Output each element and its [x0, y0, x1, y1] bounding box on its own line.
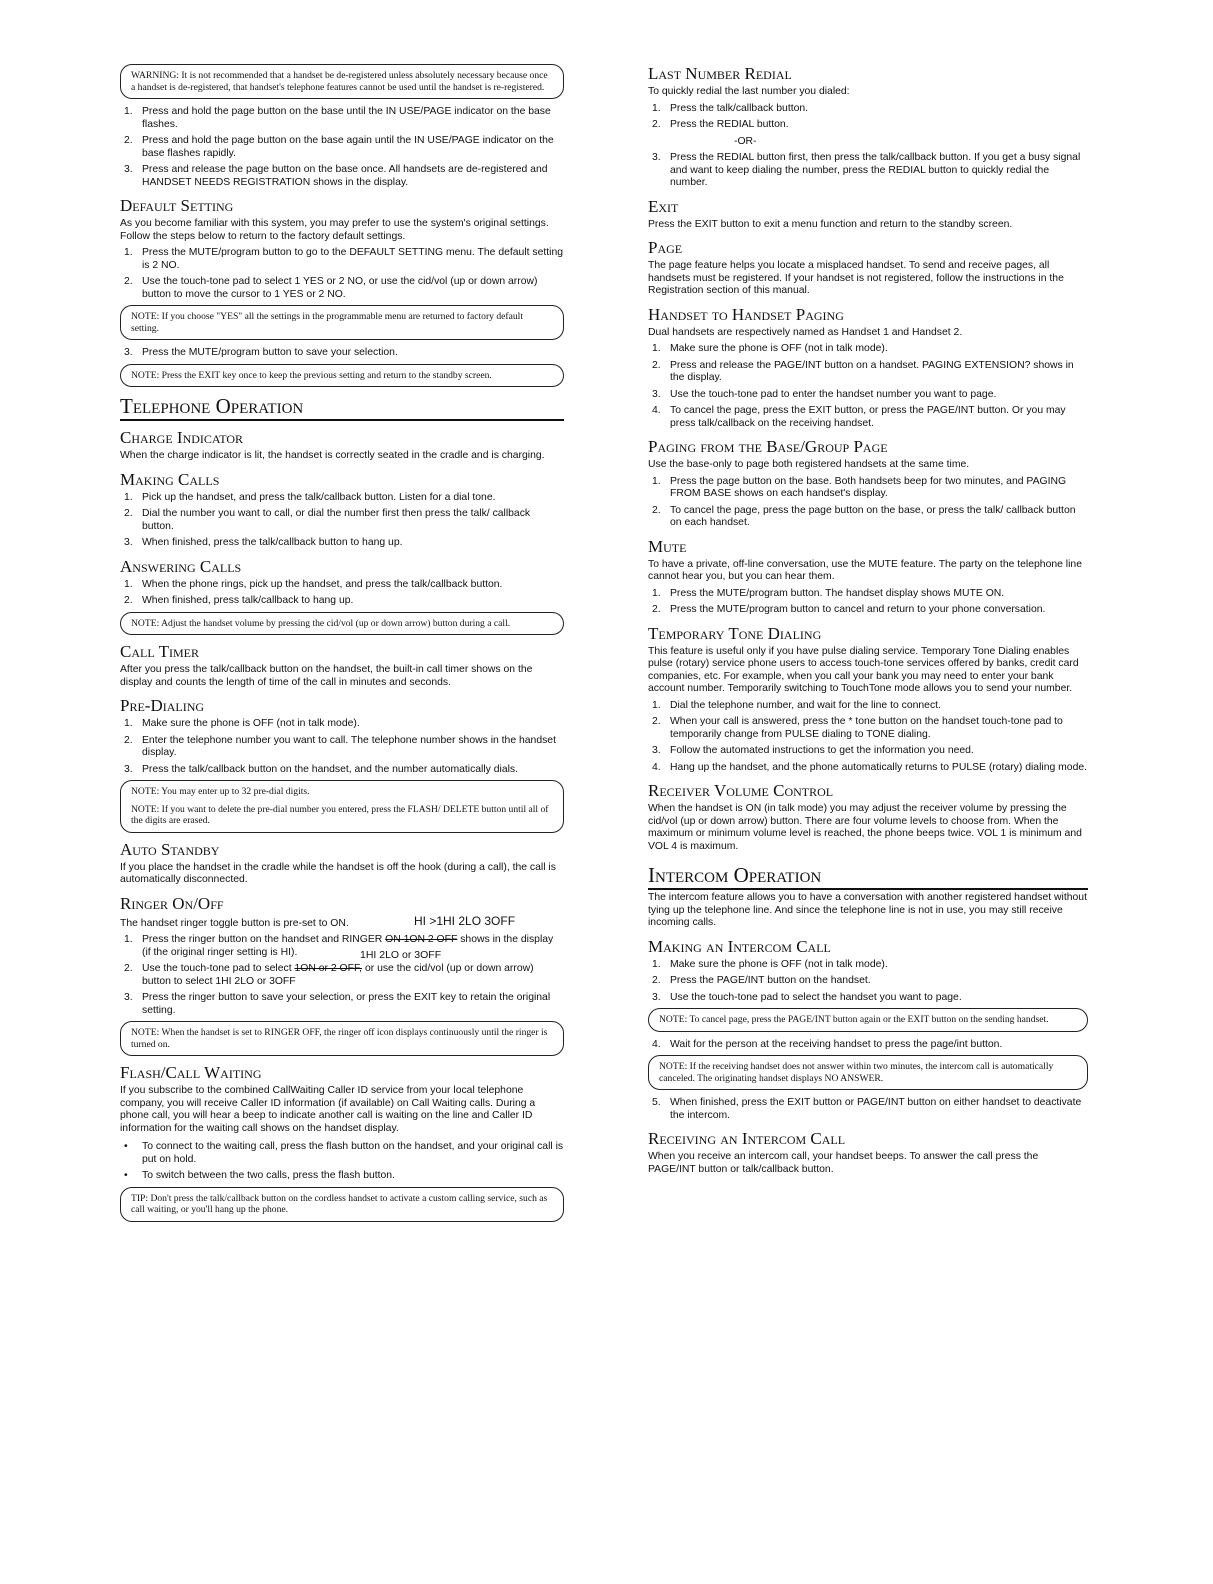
list-item: 3. Press the REDIAL button first, then press the talk/callback button. If you get a busy signal and want to keep dialing the number, press the REDIAL button to quickly redial the number. [652, 152, 1081, 188]
making-calls-title: Making Calls [120, 469, 220, 489]
charge-indicator-text: When the charge indicator is lit, the handset is correctly seated in the cradle and is charging. [120, 450, 545, 461]
list-item: 1. Press the MUTE/program button. The handset display shows MUTE ON. [652, 587, 1005, 599]
list-item: 2. Use the touch-tone pad to select 1ON or 2 OFF, or use the cid/vol (up or down arrow) button to select 1HI 2LO or 3OFF 1HI 2LO or 3OFF [124, 949, 534, 987]
list-item: 1. Press the ringer button on the handset and RINGER ON 1ON 2 OFF shows in the display (if the original ringer setting is HI). [124, 934, 554, 958]
list-item: 3. Press the MUTE/program button to save your selection. [124, 347, 398, 358]
list-item: 3. Press the ringer button to save your selection, or press the EXIT key to retain the original setting. [124, 992, 551, 1016]
auto-standby-text: If you place the handset in the cradle while the handset is off the hook (during a call), the call is automatically disconnected. [120, 861, 556, 885]
page-text: The page feature helps you locate a misplaced handset. To send and receive pages, all handsets must be registered. If your handset is not registered, follow the instructions in the Registration section of this manual. [648, 260, 1064, 296]
tone-dialing-steps [648, 700, 1088, 775]
list-item: 4. To cancel the page, press the EXIT button, or press the PAGE/INT button. Or you may press talk/callback on the receiving handset. [652, 405, 1066, 429]
handwritten-annotation-2: 1HI 2LO or 3OFF [360, 949, 442, 961]
list-item: 1. Pick up the handset, and press the talk/callback button. Listen for a dial tone. [124, 491, 496, 503]
making-intercom-steps [648, 959, 1088, 1005]
redial-intro: To quickly redial the last number you dialed: [648, 86, 850, 97]
list-item: 1. Press the talk/callback button. [652, 102, 809, 114]
list-item: • To connect to the waiting call, press the flash button on the handset, and your original call is put on hold. [124, 1141, 564, 1165]
deregister-steps [120, 106, 564, 189]
pre-dialing-note: NOTE: You may enter up to 32 pre-dial digits. NOTE: If you want to delete the pre-dial number you entered, press the FLASH/ DELETE button until all of the digits are erased. [120, 780, 564, 833]
list-item: 1. Press the MUTE/program button to go to the DEFAULT SETTING menu. The default setting is 2 NO. [124, 247, 564, 271]
making-intercom-steps-cont-2 [648, 1097, 1088, 1122]
handwritten-annotation: HI >1HI 2LO 3OFF [414, 913, 516, 928]
default-setting-note: NOTE: If you choose "YES" all the settings in the programmable menu are returned to factory default setting. [120, 305, 564, 340]
ringer-block [120, 913, 564, 1018]
receiving-intercom-title: Receiving an Intercom Call [648, 1129, 846, 1148]
flash-text: If you subscribe to the combined CallWaiting Caller ID service from your local telephone company, you will receive Caller ID information (if available) on Call Waiting calls. During a phone call, you will hear a beep to indicate another call is waiting on the line and Caller ID information for the waiting call shows on the handset display. [120, 1085, 536, 1134]
list-item: 1. Press and hold the page button on the base until the IN USE/PAGE indicator on the base flashes. [124, 106, 551, 130]
list-item: 2. When your call is answered, press the * tone button on the handset touch-tone pad to temporarily change from PULSE dialing to TONE dialing. [652, 716, 1063, 740]
list-item: 2. Press and hold the page button on the base again until the IN USE/PAGE indicator on the base flashes rapidly. [124, 135, 554, 159]
intercom-note-2: NOTE: If the receiving handset does not answer within two minutes, the intercom call is automatically canceled. The originating handset displays NO ANSWER. [648, 1055, 1088, 1090]
volume-title: Receiver Volume Control [648, 781, 834, 800]
exit-text: Press the EXIT button to exit a menu function and return to the standby screen. [648, 218, 1013, 230]
list-item: 2. Press the MUTE/program button to cancel and return to your phone conversation. [652, 604, 1046, 615]
list-item: 3. Press the talk/callback button on the handset, and the number automatically dials. [124, 763, 519, 775]
right-column [648, 60, 1088, 1180]
base-paging-intro: Use the base-only to page both registered handsets at the same time. [648, 459, 970, 470]
list-item: 3. When finished, press the talk/callback button to hang up. [124, 537, 403, 548]
default-setting-steps [120, 247, 564, 301]
base-paging-steps [648, 476, 1088, 530]
receiving-intercom-text: When you receive an intercom call, your handset beeps. To answer the call press the PAGE/INT button or talk/callback button. [648, 1151, 1039, 1175]
default-setting-steps-cont [120, 347, 564, 360]
tone-dialing-title: Temporary Tone Dialing [648, 623, 822, 643]
list-item: • To switch between the two calls, press the flash button. [124, 1170, 395, 1181]
exit-title: Exit [648, 196, 679, 216]
list-item: 2. Press and release the PAGE/INT button on a handset. PAGING EXTENSION? shows in the display. [652, 359, 1074, 383]
handset-paging-steps [648, 343, 1088, 430]
making-calls-steps [120, 492, 564, 550]
mute-steps [648, 588, 1088, 617]
intercom-note-1: NOTE: To cancel page, press the PAGE/INT button again or the EXIT button on the sending handset. [648, 1008, 1088, 1032]
warning-note: WARNING: It is not recommended that a handset be de-registered unless absolutely necessary because once a handset is de-registered, that handset's telephone features cannot be used until the handset is re-registered. [120, 64, 564, 99]
ringer-title: Ringer On/Off [120, 893, 224, 913]
list-item: 2. Press the REDIAL button. [652, 119, 789, 130]
ringer-note: NOTE: When the handset is set to RINGER OFF, the ringer off icon displays continuously until the ringer is turned on. [120, 1021, 564, 1056]
redial-steps [648, 103, 1088, 132]
list-item: 3. Press and release the page button on the base once. All handsets are de-registered and HANDSET NEEDS REGISTRATION shows in the display. [124, 164, 548, 188]
pre-dialing-steps [120, 718, 564, 776]
list-item: 1. Make sure the phone is OFF (not in talk mode). [124, 718, 360, 729]
call-timer-text: After you press the talk/callback button on the handset, the built-in call timer shows on the display and counts the length of time of the call in minutes and seconds. [120, 664, 533, 688]
list-item: 1. Dial the telephone number, and wait for the line to connect. [652, 699, 941, 711]
flash-tip: TIP: Don't press the talk/callback button on the cordless handset to activate a custom calling service, such as call waiting, or you'll hang up the phone. [120, 1187, 564, 1222]
mute-intro: To have a private, off-line conversation, use the MUTE feature. The party on the telephone line cannot hear you, but you can hear them. [648, 558, 1082, 582]
default-setting-title: Default Setting [120, 196, 234, 215]
redial-or: -OR- [734, 135, 757, 147]
ringer-intro: The handset ringer toggle button is pre-set to ON. [120, 917, 349, 929]
flash-title: Flash/Call Waiting [120, 1063, 262, 1082]
call-timer-title: Call Timer [120, 642, 199, 661]
default-setting-intro: As you become familiar with this system, you may prefer to use the system's original settings. Follow the steps below to return to the factory default settings. [120, 218, 549, 242]
list-item: 2. When finished, press talk/callback to hang up. [124, 595, 354, 606]
list-item: 4. Wait for the person at the receiving handset to press the page/int button. [652, 1038, 1003, 1050]
page-title: Page [648, 238, 683, 257]
base-paging-title: Paging from the Base/Group Page [648, 437, 888, 456]
list-item: 2. Dial the number you want to call, or dial the number first then press the talk/ callback button. [124, 508, 531, 532]
intercom-operation-title: Intercom Operation [648, 863, 1088, 890]
handset-paging-intro: Dual handsets are respectively named as Handset 1 and Handset 2. [648, 326, 963, 338]
handset-paging-title: Handset to Handset Paging [648, 304, 844, 324]
telephone-operation-title: Telephone Operation [120, 394, 564, 421]
making-intercom-title: Making an Intercom Call [648, 936, 831, 956]
mute-title: Mute [648, 536, 687, 556]
list-item: 2. To cancel the page, press the page button on the base, or press the talk/ callback button on each handset. [652, 504, 1076, 528]
list-item: 1. Make sure the phone is OFF (not in talk mode). [652, 958, 888, 970]
tone-dialing-intro: This feature is useful only if you have pulse dialing service. Temporary Tone Dialing enables pulse (rotary) service phone users to access touch-tone services offered by banks, credit card companies, etc. For example, when you call your bank you may need to enter your bank account number. Temporarily switching to TouchTone mode allows you to send your number. [648, 645, 1079, 694]
list-item: 5. When finished, press the EXIT button or PAGE/INT button on either handset to deactivate the intercom. [652, 1097, 1082, 1121]
answering-calls-steps [120, 579, 564, 608]
ringer-steps [120, 934, 564, 1017]
left-column [120, 60, 564, 1229]
answering-calls-note: NOTE: Adjust the handset volume by pressing the cid/vol (up or down arrow) button during a call. [120, 612, 564, 636]
flash-bullets [120, 1141, 564, 1183]
list-item: 3. Use the touch-tone pad to enter the handset number you want to page. [652, 388, 997, 400]
list-item: 4. Hang up the handset, and the phone automatically returns to PULSE (rotary) dialing mode. [652, 761, 1088, 773]
list-item: 1. When the phone rings, pick up the handset, and press the talk/callback button. [124, 578, 503, 590]
list-item: 1. Make sure the phone is OFF (not in talk mode). [652, 343, 888, 354]
list-item: 3. Use the touch-tone pad to select the handset you want to page. [652, 991, 962, 1003]
list-item: 2. Enter the telephone number you want to call. The telephone number shows in the handset display. [124, 734, 556, 758]
list-item: 1. Press the page button on the base. Both handsets beep for two minutes, and PAGING FROM BASE shows on each handset's display. [652, 475, 1067, 499]
making-intercom-steps-cont [648, 1039, 1088, 1052]
pre-dialing-title: Pre-Dialing [120, 696, 205, 715]
charge-indicator-title: Charge Indicator [120, 428, 244, 447]
answering-calls-title: Answering Calls [120, 556, 242, 576]
default-setting-note-2: NOTE: Press the EXIT key once to keep the previous setting and return to the standby screen. [120, 364, 564, 388]
intercom-intro: The intercom feature allows you to have a conversation with another registered handset without tying up the telephone line. And since the telephone line is not in use, you may still receive incoming calls. [648, 892, 1087, 928]
list-item: 2. Press the PAGE/INT button on the handset. [652, 975, 871, 986]
redial-steps-cont [648, 152, 1088, 190]
redial-title: Last Number Redial [648, 64, 792, 83]
list-item: 3. Follow the automated instructions to get the information you need. [652, 745, 974, 756]
volume-text: When the handset is ON (in talk mode) you may adjust the receiver volume by pressing the cid/vol (up or down arrow) button. There are four volume levels to choose from. When the maximum or minimum volume level is reached, the phone beeps twice. VOL 1 is minimum and VOL 4 is maximum. [648, 803, 1082, 852]
auto-standby-title: Auto Standby [120, 839, 220, 859]
list-item: 2. Use the touch-tone pad to select 1 YES or 2 NO, or use the cid/vol (up or down arrow) button to move the cursor to 1 YES or 2 NO. [124, 276, 538, 300]
